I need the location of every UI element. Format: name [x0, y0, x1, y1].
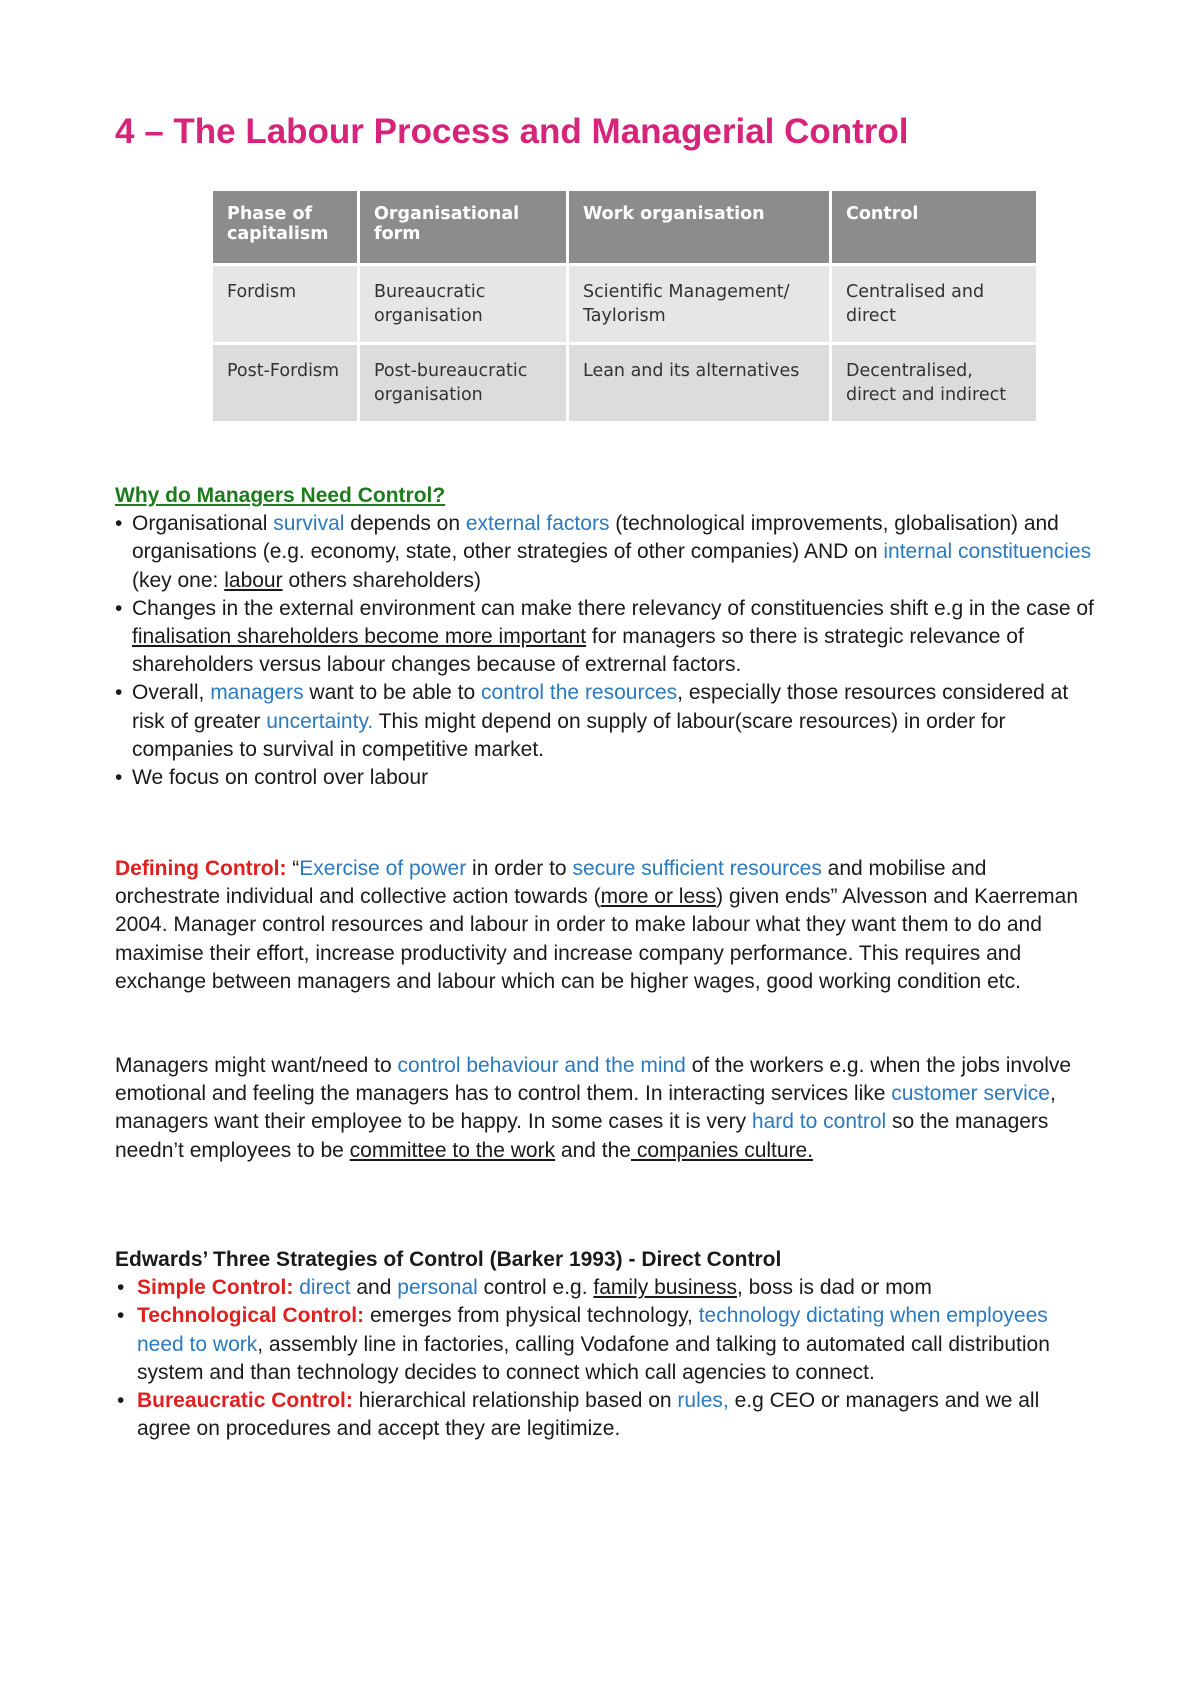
list-item: • We focus on control over labour [115, 764, 1095, 792]
managers-paragraph: Managers might want/need to control behaviour and the mind of the workers e.g. when the jobs involve emotional and feeling the managers has to control them. In interacting services like customer service, managers want their employee to be happy. In some cases it is very hard to control so the managers needn’t employees to be committee to the work and the companies culture. [115, 1054, 1072, 1162]
table-header: Organisational form [360, 191, 566, 263]
table-row [213, 345, 1036, 421]
list-item: • Technological Control: emerges from physical technology, technology dictating when employees need to work, assembly line in factories, calling Vodafone and talking to automated call distribution system and than technology decides to connect which call agencies to connect. [115, 1302, 1095, 1387]
why-list [115, 510, 1095, 792]
capitalism-table [210, 188, 1039, 424]
defining-label: Defining Control: [115, 857, 287, 880]
edwards-heading: Edwards’ Three Strategies of Control (Barker 1993) - Direct Control [115, 1248, 782, 1271]
table-cell: Fordism [213, 266, 357, 342]
table-cell: Centralised and direct [832, 266, 1036, 342]
table-row [213, 266, 1036, 342]
table-cell: Decentralised, direct and indirect [832, 345, 1036, 421]
why-heading: Why do Managers Need Control? [115, 484, 446, 507]
table-header: Phase of capitalism [213, 191, 357, 263]
why-section [115, 482, 1095, 792]
edwards-list [115, 1274, 1095, 1443]
list-item: • Organisational survival depends on external factors (technological improvements, globalisation) and organisations (e.g. economy, state, other strategies of other companies) AND on internal constituencies (key one: labour others shareholders) [115, 510, 1095, 595]
table-header: Control [832, 191, 1036, 263]
list-item: • Changes in the external environment can make there relevancy of constituencies shift e.g in the case of finalisation shareholders become more important for managers so there is strategic relevance of shareholders versus labour changes because of extrernal factors. [115, 595, 1095, 680]
table-cell: Post-Fordism [213, 345, 357, 421]
table-cell: Lean and its alternatives [569, 345, 829, 421]
list-item: • Bureaucratic Control: hierarchical relationship based on rules, e.g CEO or managers and we all agree on procedures and accept they are legitimize. [115, 1387, 1095, 1443]
table-header-row [213, 191, 1036, 263]
table-cell: Post-bureaucratic organisation [360, 345, 566, 421]
defining-control-paragraph: Defining Control: “Exercise of power in order to secure sufficient resources and mobilise and orchestrate individual and collective action towards (more or less) given ends” Alvesson and Kaerreman 2004. Manager control resources and labour in order to make labour what they want them to do and maximise their effort, increase productivity and increase company performance. This requires and exchange between managers and labour which can be higher wages, good working condition etc. [115, 857, 1078, 993]
table-cell: Bureaucratic organisation [360, 266, 566, 342]
edwards-section [115, 1246, 1095, 1443]
list-item: • Simple Control: direct and personal control e.g. family business, boss is dad or mom [115, 1274, 1095, 1302]
page-title: 4 – The Labour Process and Managerial Control [115, 112, 909, 151]
document-page [115, 110, 1095, 1441]
list-item: • Overall, managers want to be able to control the resources, especially those resources considered at risk of greater uncertainty. This might depend on supply of labour(scare resources) in order for companies to survival in competitive market. [115, 679, 1095, 764]
table-header: Work organisation [569, 191, 829, 263]
table-cell: Scientific Management/ Taylorism [569, 266, 829, 342]
